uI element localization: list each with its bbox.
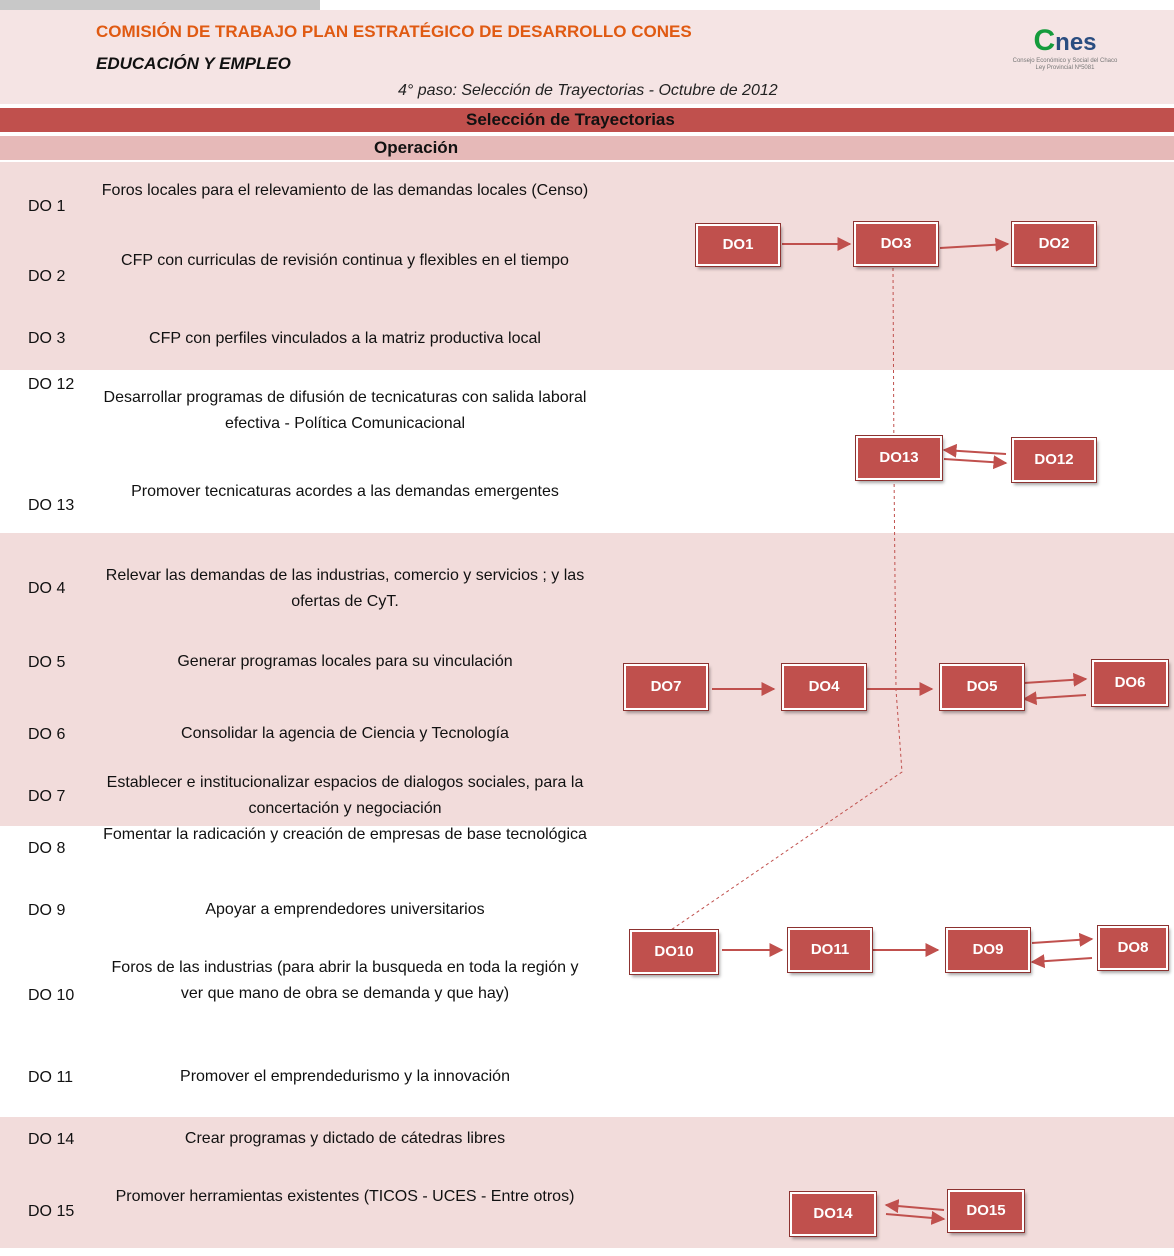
item-description: Apoyar a emprendedores universitarios xyxy=(205,901,485,918)
node-do12: DO12 xyxy=(1012,438,1096,482)
arrow-do3-do2 xyxy=(940,244,1008,248)
item-code: DO 11 xyxy=(28,1069,74,1086)
logo-line-1: Consejo Económico y Social del Chaco xyxy=(1012,58,1118,64)
dotted-trajectory-line xyxy=(668,268,902,932)
item-code: DO 1 xyxy=(28,198,66,215)
item-code: DO 10 xyxy=(28,987,75,1004)
logo-c-icon: C xyxy=(1033,24,1056,57)
node-do1: DO1 xyxy=(696,224,780,266)
arrow-do12-do13 xyxy=(944,450,1006,454)
item-description: CFP con perfiles vinculados a la matriz productiva local xyxy=(149,330,541,347)
item-description: Consolidar la agencia de Ciencia y Tecnología xyxy=(181,725,509,742)
node-do9: DO9 xyxy=(946,928,1030,972)
item-description: Promover herramientas existentes (TICOS - UCES - Entre otros) xyxy=(115,1188,575,1205)
node-do13: DO13 xyxy=(856,436,942,480)
node-do4: DO4 xyxy=(782,664,866,710)
node-do6: DO6 xyxy=(1092,660,1168,706)
arrow-do14-do15 xyxy=(886,1214,944,1219)
item-code: DO 2 xyxy=(28,268,66,285)
item-code: DO 7 xyxy=(28,788,66,805)
item-description: Promover el emprendedurismo y la innovación xyxy=(180,1068,510,1085)
document-subtitle: EDUCACIÓN Y EMPLEO xyxy=(96,54,291,73)
item-code: DO 12 xyxy=(28,376,75,393)
item-code: DO 14 xyxy=(28,1131,75,1148)
node-do8: DO8 xyxy=(1098,926,1168,970)
logo-line-2: Ley Provincial Nº5081 xyxy=(1035,65,1095,71)
node-do3: DO3 xyxy=(854,222,938,266)
node-do2: DO2 xyxy=(1012,222,1096,266)
node-do7: DO7 xyxy=(624,664,708,710)
item-description: Promover tecnicaturas acordes a las demandas emergentes xyxy=(131,483,559,500)
item-description: Establecer e institucionalizar espacios de dialogos sociales, para la concertación y negociación xyxy=(106,774,584,817)
commission-title: COMISIÓN DE TRABAJO PLAN ESTRATÉGICO DE DESARROLLO CONES xyxy=(96,22,692,41)
item-code: DO 8 xyxy=(28,840,66,857)
item-description: Generar programas locales para su vinculación xyxy=(177,653,513,670)
item-code: DO 15 xyxy=(28,1203,75,1220)
item-code: DO 9 xyxy=(28,902,66,919)
item-description: Desarrollar programas de difusión de tecnicaturas con salida laboral efectiva - Política Comunicacional xyxy=(103,389,587,432)
arrow-do6-do5 xyxy=(1024,695,1086,699)
item-description: Foros locales para el relevamiento de las demandas locales (Censo) xyxy=(101,182,589,199)
item-description: Fomentar la radicación y creación de empresas de base tecnológica xyxy=(103,826,587,843)
item-code: DO 6 xyxy=(28,726,66,743)
item-code: DO 4 xyxy=(28,580,66,597)
item-code: DO 13 xyxy=(28,497,75,514)
item-code: DO 5 xyxy=(28,654,66,671)
node-do14: DO14 xyxy=(790,1192,876,1236)
item-code: DO 3 xyxy=(28,330,66,347)
item-description: Foros de las industrias (para abrir la busqueda en toda la región y ver que mano de obra se demanda y que hay) xyxy=(111,959,579,1002)
section-label: Operación xyxy=(374,138,459,157)
item-description: CFP con curriculas de revisión continua y flexibles en el tiempo xyxy=(121,252,569,269)
arrow-do9-do8 xyxy=(1032,939,1092,943)
item-description: Crear programas y dictado de cátedras libres xyxy=(184,1130,506,1147)
arrow-do8-do9 xyxy=(1032,958,1092,962)
node-do10: DO10 xyxy=(630,930,718,974)
arrow-do13-do12 xyxy=(944,459,1006,463)
node-do11: DO11 xyxy=(788,928,872,972)
node-do15: DO15 xyxy=(948,1190,1024,1232)
arrow-do15-do14 xyxy=(886,1205,944,1210)
step-caption: 4° paso: Selección de Trayectorias - Octubre de 2012 xyxy=(398,82,778,99)
node-do5: DO5 xyxy=(940,664,1024,710)
logo-wordmark: Cnes xyxy=(1033,24,1097,57)
item-description: Relevar las demandas de las industrias, comercio y servicios ; y las ofertas de CyT. xyxy=(105,567,585,610)
title-bar-label: Selección de Trayectorias xyxy=(466,110,675,129)
arrow-do5-do6 xyxy=(1024,679,1086,683)
